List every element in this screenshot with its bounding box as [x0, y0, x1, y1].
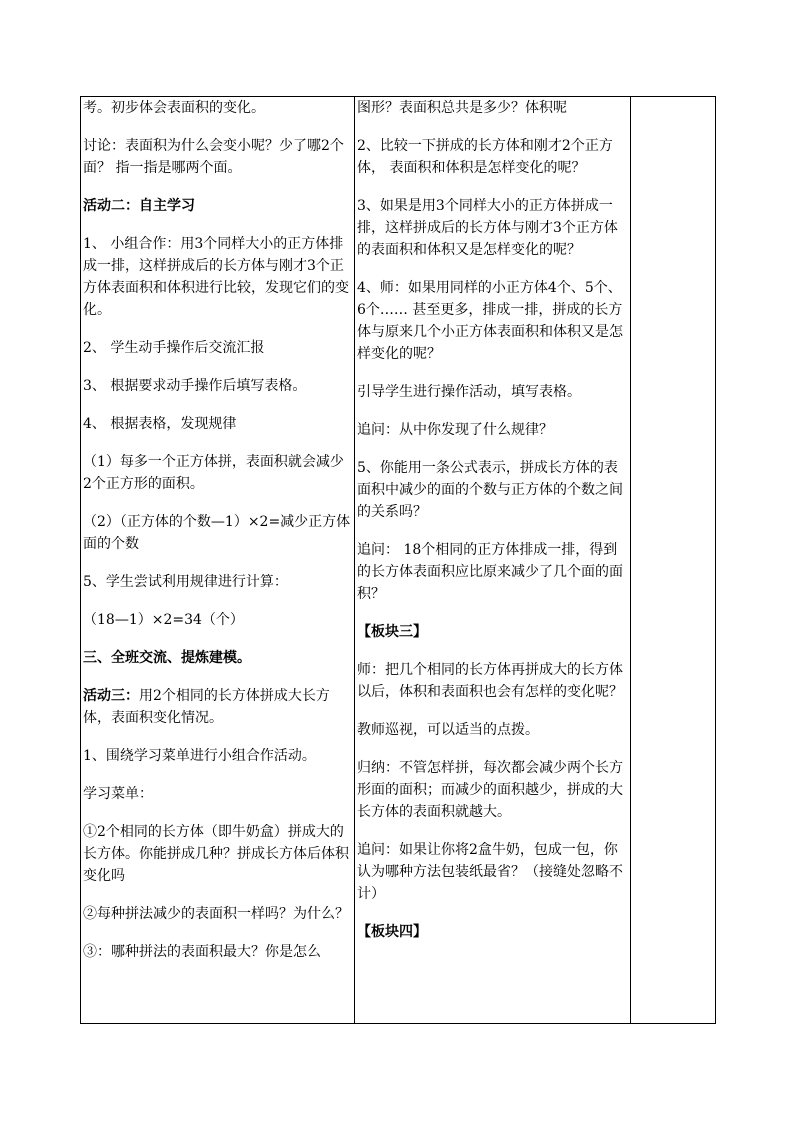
paragraph	[83, 685, 352, 729]
paragraph: ③：哪种拼法的表面积最大？你是怎么	[83, 944, 321, 960]
paragraph: 教师巡视，可以适当的点拨。	[357, 722, 539, 738]
paragraph: 追问： 18个相同的正方体排成一排，得到的长方体表面积应比原来减少了几个面的面积？	[357, 542, 623, 602]
paragraph: 学习菜单：	[83, 786, 153, 802]
paragraph: 讨论：表面积为什么会变小呢？少了哪2个面？ 指一指是哪两个面。	[83, 138, 344, 176]
paragraph: 3、 根据要求动手操作后填写表格。	[83, 378, 307, 394]
paragraph: ②每种拼法减少的表面积一样吗？为什么？	[83, 906, 349, 922]
paragraph: 2、比较一下拼成的长方体和刚才2个正方体， 表面积和体积是怎样变化的呢？	[357, 138, 613, 176]
paragraph: 考。初步体会表面积的变化。	[83, 100, 265, 116]
paragraph: 追问：从中你发现了什么规律？	[357, 422, 553, 438]
paragraph: 【板块四】	[357, 924, 427, 940]
paragraph: （18—1）×2=34（个）	[83, 612, 244, 628]
paragraph: 追问：如果让你将2盒牛奶，包成一包，你认为哪种方法包装纸最省？（接缝处忽略不计）	[357, 842, 623, 902]
left-column-cell	[81, 97, 355, 1024]
paragraph: 2、 学生动手操作后交流汇报	[83, 340, 265, 356]
paragraph: 4、 根据表格，发现规律	[83, 416, 237, 432]
right-column-cell	[631, 97, 716, 1024]
middle-column-cell	[355, 97, 631, 1024]
paragraph: 三、全班交流、提炼建模。	[83, 650, 251, 666]
paragraph: 引导学生进行操作活动，填写表格。	[357, 384, 581, 400]
paragraph-bold-prefix: 活动三：	[83, 688, 139, 704]
paragraph: 【板块三】	[357, 624, 427, 640]
paragraph: 3、如果是用3个同样大小的正方体拼成一排，这样拼成后的长方体与刚才3个正方体的表面积和体积又是怎样变化的呢？	[357, 198, 618, 258]
paragraph: ①2个相同的长方体（即牛奶盒）拼成大的长方体。你能拼成几种？拼成长方体后体积变化吗	[83, 824, 349, 884]
lesson-plan-table	[80, 96, 716, 1024]
paragraph: 图形？表面积总共是多少？体积呢	[357, 100, 567, 116]
table-row	[81, 97, 716, 1024]
paragraph-rest: 用2个相同的长方体拼成大长方体，表面积变化情况。	[83, 688, 330, 726]
paragraph: 归纳：不管怎样拼，每次都会减少两个长方形面的面积；而减少的面积越少，拼成的大长方体的表面积就越大。	[357, 760, 623, 820]
paragraph: 师：把几个相同的长方体再拼成大的长方体以后，体积和表面积也会有怎样的变化呢？	[357, 662, 623, 700]
paragraph: 4、师：如果用同样的小正方体4个、5个、6个…… 甚至更多，排成一排，拼成的长方体与原来几个小正方体表面积和体积又是怎样变化的呢？	[357, 280, 623, 362]
paragraph: （2）（正方体的个数—1）×2=减少正方体面的个数	[83, 514, 351, 552]
paragraph: 活动二：自主学习	[83, 198, 195, 214]
paragraph: （1）每多一个正方体拼，表面积就会减少2个正方形的面积。	[83, 454, 344, 492]
middle-column-content	[355, 97, 630, 943]
paragraph: 5、你能用一条公式表示，拼成长方体的表面积中减少的面的个数与正方体的个数之间的关系吗？	[357, 460, 623, 520]
left-column-content	[81, 97, 354, 963]
paragraph: 1、围绕学习菜单进行小组合作活动。	[83, 748, 316, 764]
paragraph: 1、 小组合作：用3个同样大小的正方体排成一排，这样拼成后的长方体与刚才3个正方体表面积和体积进行比较，发现它们的变化。	[83, 236, 349, 318]
paragraph: 5、学生尝试利用规律进行计算：	[83, 574, 288, 590]
